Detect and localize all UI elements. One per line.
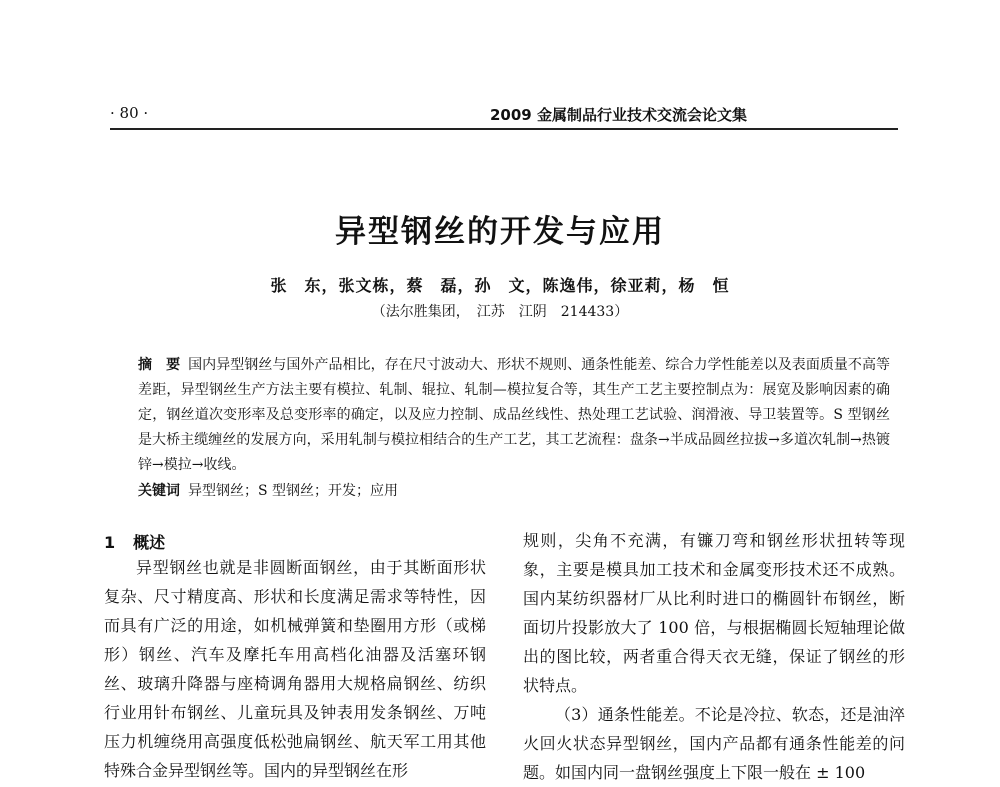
paragraph-right-2: （3）通条性能差。不论是冷拉、软态，还是油淬火回火状态异型钢丝，国内产品都有通条性能差的问题。如国内同一盘钢丝强度上下限一般在 ± 100	[523, 705, 905, 782]
section-number: 1	[104, 533, 116, 552]
section-title: 概述	[133, 533, 166, 552]
running-header	[110, 104, 898, 130]
abstract-text: 国内异型钢丝与国外产品相比，存在尺寸波动大、形状不规则、通条性能差、综合力学性能差以及表面质量不高等差距，异型钢丝生产方法主要有模拉、轧制、辊拉、轧制—模拉复合等，其生产工艺主要控制点为：展宽及影响因素的确定，钢丝道次变形率及总变形率的确定，以及应力控制、成品丝线性、热处理工艺试验、润滑液、导卫装置等。S 型钢丝是大桥主缆缠丝的发展方向，采用轧制与模拉相结合的生产工艺，其工艺流程：盘条→半成品圆丝拉拔→多道次轧制→热镀锌→模拉→收线。	[138, 357, 891, 473]
journal-title: 2009 金属制品行业技术交流会论文集	[490, 106, 747, 124]
keywords-text: 异型钢丝；S 型钢丝；开发；应用	[188, 483, 399, 499]
page-number: · 80 ·	[110, 104, 149, 122]
right-column	[523, 526, 905, 787]
keywords-label: 关键词	[138, 483, 180, 499]
paragraph-left: 异型钢丝也就是非圆断面钢丝，由于其断面形状复杂、尺寸精度高、形状和长度满足需求等特性，因而具有广泛的用途，如机械弹簧和垫圈用方形（或梯形）钢丝、汽车及摩托车用高档化油器及活塞环钢丝、玻璃升降器与座椅调角器用大规格扁钢丝、纺织行业用针布钢丝、儿童玩具及钟表用发条钢丝、万吨压力机缠绕用高强度低松弛扁钢丝、航天军工用其他特殊合金异型钢丝等。国内的异型钢丝在形	[104, 558, 486, 780]
abstract	[138, 353, 890, 478]
article-title: 异型钢丝的开发与应用	[335, 214, 665, 250]
section-heading	[104, 530, 165, 553]
left-column	[104, 553, 486, 785]
paragraph-right-1: 规则，尖角不充满，有镰刀弯和钢丝形状扭转等现象，主要是模具加工技术和金属变形技术还不成熟。国内某纺织器材厂从比利时进口的椭圆针布钢丝，断面切片投影放大了 100 倍，与根据椭圆长短轴理论做出的图比较，两者重合得天衣无缝，保证了钢丝的形状特点。	[523, 531, 905, 695]
abstract-label: 摘 要	[138, 357, 181, 373]
article-affiliation: （法尔胜集团， 江苏 江阴 214433）	[371, 304, 629, 320]
article-authors: 张 东，张文栋，蔡 磊，孙 文，陈逸伟，徐亚莉，杨 恒	[270, 276, 730, 295]
keywords	[138, 479, 890, 504]
